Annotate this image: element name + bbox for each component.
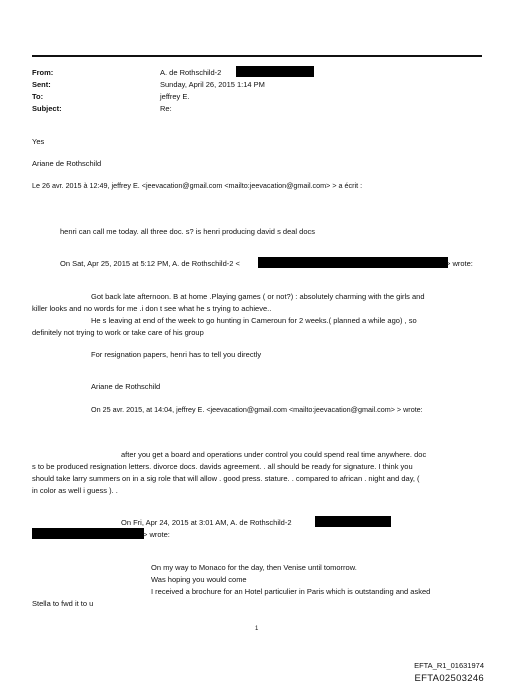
message-text: Got back late afternoon. B at home .Playing games ( or not?) : absolutely charming with the girls and [91, 292, 425, 301]
redaction-box [315, 516, 391, 527]
message-text: after you get a board and operations under control you could spend real time anywhere. doc [121, 450, 427, 459]
quote-header-wrote: > wrote: [143, 530, 170, 539]
quote-header: On Sat, Apr 25, 2015 at 5:12 PM, A. de Rothschild-2 < [60, 259, 240, 268]
subject-value: Re: [160, 104, 172, 113]
message-text: henri can call me today. all three doc. s? is henri producing david s deal docs [60, 227, 316, 236]
quote-header: On 25 avr. 2015, at 14:04, jeffrey E. <jeevacation@gmail.com <mailto:jeevacation@gmail.com> > wrote: [91, 405, 423, 414]
message-text: I received a brochure for an Hotel particulier in Paris which is outstanding and asked [151, 587, 431, 596]
message-text: On my way to Monaco for the day, then Venise until tomorrow. [151, 563, 357, 572]
signature: Ariane de Rothschild [32, 159, 102, 168]
quote-header: On Fri, Apr 24, 2015 at 3:01 AM, A. de Rothschild-2 [121, 518, 292, 527]
message-text: s to be produced resignation letters. divorce docs. davids agreement. . all should be ready for signature. I think you [32, 462, 413, 471]
signature: Ariane de Rothschild [91, 382, 161, 391]
redaction-box [258, 257, 448, 268]
quote-header-wrote: > wrote: [446, 259, 473, 268]
to-value: jeffrey E. [160, 92, 190, 101]
message-text: should take larry summers on in a sig role that will allow . good press. stature. . compared to african . night and day, ( [32, 474, 420, 483]
redaction-box [32, 528, 144, 539]
reply-text: Yes [32, 137, 45, 146]
sent-label: Sent: [32, 80, 51, 89]
message-text: Was hoping you would come [151, 575, 247, 584]
sent-value: Sunday, April 26, 2015 1:14 PM [160, 80, 265, 89]
message-text: For resignation papers, henri has to tell you directly [91, 350, 262, 359]
message-text: in color as well i guess ). . [32, 486, 118, 495]
header-rule [32, 55, 482, 57]
message-text: Stella to fwd it to u [32, 599, 94, 608]
message-text: He s leaving at end of the week to go hunting in Cameroun for 2 weeks.( planned a while ago) , so [91, 316, 417, 325]
document-id-primary: EFTA_R1_01631974 [414, 661, 484, 670]
redaction-box [236, 66, 314, 77]
to-label: To: [32, 92, 44, 101]
subject-label: Subject: [32, 104, 62, 113]
message-text: killer looks and no words for me .i don t see what he s trying to achieve.. [32, 304, 272, 313]
from-value: A. de Rothschild-2 [160, 68, 222, 77]
from-label: From: [32, 68, 54, 77]
message-text: definitely not trying to work or take care of his group [32, 328, 204, 337]
document-id-secondary: EFTA02503246 [414, 673, 484, 684]
quote-header: Le 26 avr. 2015 à 12:49, jeffrey E. <jeevacation@gmail.com <mailto:jeevacation@gmail.com> > a écrit : [32, 181, 363, 190]
page-number: 1 [255, 626, 259, 632]
